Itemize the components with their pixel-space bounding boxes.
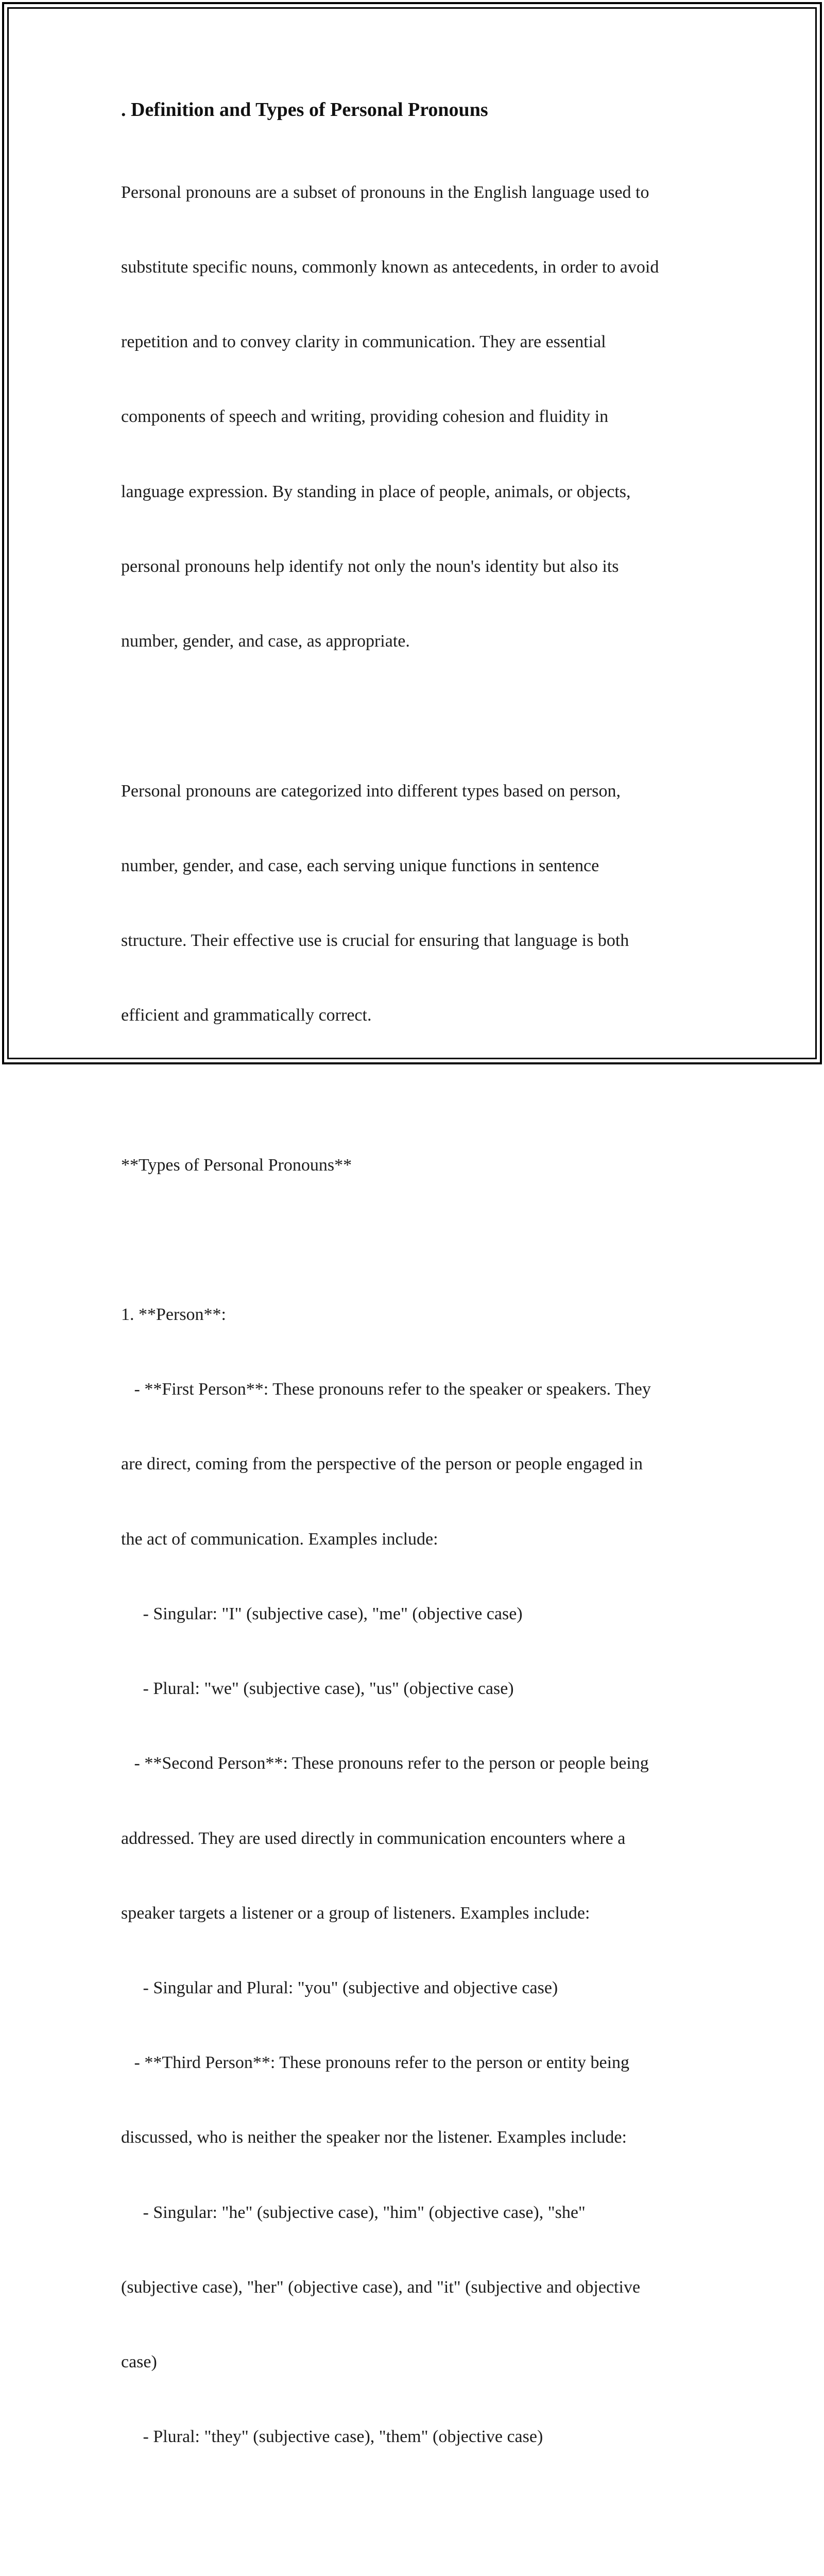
text-line: - Singular: "he" (subjective case), "him" (objective case), "she" bbox=[121, 2202, 586, 2222]
text-line: addressed. They are used directly in communication encounters where a bbox=[121, 1828, 626, 1848]
section-heading: **Types of Personal Pronouns** bbox=[121, 1155, 352, 1175]
text-line: number, gender, and case, each serving unique functions in sentence bbox=[121, 856, 599, 875]
list-item-heading: 1. **Person**: bbox=[121, 1305, 226, 1325]
document-body bbox=[121, 130, 708, 2576]
text-line: Personal pronouns are a subset of pronouns in the English language used to bbox=[121, 182, 649, 202]
text-line: the act of communication. Examples include: bbox=[121, 1529, 438, 1549]
text-line: - Plural: "they" (subjective case), "them" (objective case) bbox=[121, 2427, 543, 2447]
text-line: - Singular and Plural: "you" (subjective and objective case) bbox=[121, 1978, 558, 1998]
blank-line bbox=[121, 1078, 708, 1103]
blank-line bbox=[121, 704, 708, 728]
text-line: are direct, coming from the perspective of the person or people engaged in bbox=[121, 1454, 643, 1474]
text-line: number, gender, and case, as appropriate. bbox=[121, 632, 410, 651]
blank-line bbox=[121, 2500, 708, 2524]
text-line: - **Third Person**: These pronouns refer to the person or entity being bbox=[121, 2053, 630, 2073]
document-page bbox=[121, 96, 708, 2576]
document-title: . Definition and Types of Personal Pronouns bbox=[121, 99, 488, 121]
text-line: case) bbox=[121, 2352, 157, 2372]
text-line: Personal pronouns are categorized into different types based on person, bbox=[121, 781, 621, 801]
text-line: (subjective case), "her" (objective case), and "it" (subjective and objective bbox=[121, 2277, 641, 2297]
text-line: discussed, who is neither the speaker nor the listener. Examples include: bbox=[121, 2128, 627, 2147]
text-line: personal pronouns help identify not only the noun's identity but also its bbox=[121, 556, 619, 576]
text-line: efficient and grammatically correct. bbox=[121, 1006, 372, 1025]
text-line: structure. Their effective use is crucial for ensuring that language is both bbox=[121, 930, 629, 950]
text-line: - **Second Person**: These pronouns refer to the person or people being bbox=[121, 1754, 649, 1773]
text-line: - Singular: "I" (subjective case), "me" (objective case) bbox=[121, 1604, 523, 1623]
text-line: components of speech and writing, providing cohesion and fluidity in bbox=[121, 407, 609, 427]
text-line: repetition and to convey clarity in communication. They are essential bbox=[121, 332, 606, 352]
text-line: - **First Person**: These pronouns refer to the speaker or speakers. They bbox=[121, 1380, 651, 1399]
blank-line bbox=[121, 1228, 708, 1252]
text-line: language expression. By standing in place of people, animals, or objects, bbox=[121, 482, 631, 501]
text-line: - Plural: "we" (subjective case), "us" (objective case) bbox=[121, 1679, 514, 1699]
text-line: substitute specific nouns, commonly known as antecedents, in order to avoid bbox=[121, 258, 659, 277]
text-line: speaker targets a listener or a group of listeners. Examples include: bbox=[121, 1903, 590, 1923]
